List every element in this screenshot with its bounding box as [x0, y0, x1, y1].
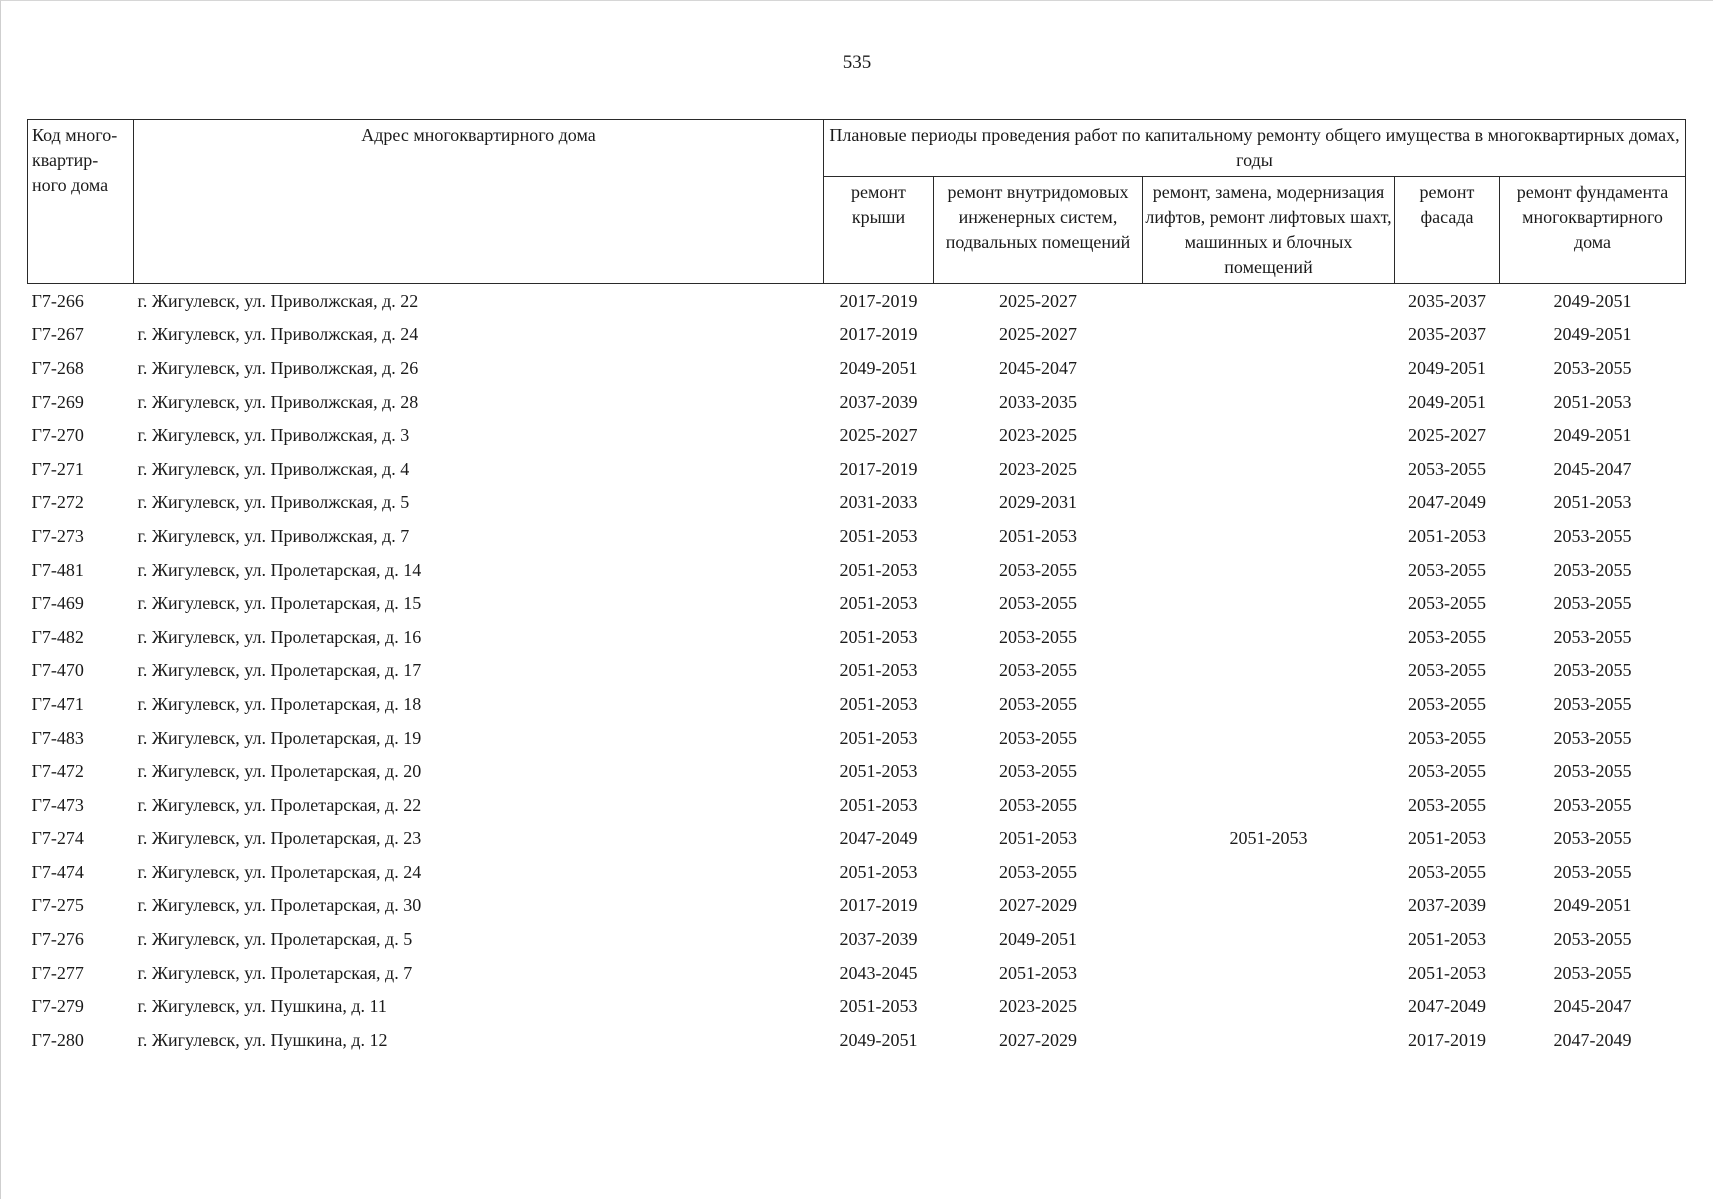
roof-period-cell: 2051-2053 — [839, 861, 918, 882]
foundation-period-cell: 2053-2055 — [1553, 962, 1632, 983]
table-row — [28, 620, 1686, 654]
facade-period-cell: 2047-2049 — [1408, 492, 1486, 513]
foundation-period-cell: 2053-2055 — [1553, 357, 1632, 378]
house-code-cell: Г7-474 — [31, 861, 84, 882]
systems-period-cell: 2051-2053 — [999, 525, 1077, 546]
elevators-period-cell — [1143, 654, 1395, 688]
address-cell: г. Жигулевск, ул. Пролетарская, д. 17 — [137, 660, 422, 681]
elevators-period-cell: 2051-2053 — [1229, 828, 1308, 849]
table-row — [28, 989, 1686, 1023]
address-cell: г. Жигулевск, ул. Пролетарская, д. 30 — [137, 895, 422, 916]
systems-period-cell: 2053-2055 — [999, 861, 1077, 882]
facade-period-cell: 2017-2019 — [1408, 1029, 1486, 1050]
house-code-cell: Г7-266 — [31, 290, 84, 311]
table-row — [28, 654, 1686, 688]
table-body — [28, 284, 1686, 1057]
systems-period-cell: 2033-2035 — [999, 391, 1077, 412]
roof-period-cell: 2049-2051 — [839, 1029, 918, 1050]
address-cell: г. Жигулевск, ул. Приволжская, д. 3 — [137, 425, 410, 446]
systems-period-cell: 2053-2055 — [999, 693, 1077, 714]
systems-period-cell: 2053-2055 — [999, 660, 1077, 681]
address-cell: г. Жигулевск, ул. Пролетарская, д. 18 — [137, 693, 422, 714]
systems-period-cell: 2049-2051 — [999, 929, 1077, 950]
systems-period-cell: 2053-2055 — [999, 593, 1077, 614]
house-code-cell: Г7-269 — [31, 391, 84, 412]
facade-period-cell: 2035-2037 — [1408, 324, 1486, 345]
elevators-period-cell — [1143, 385, 1395, 419]
house-code-cell: Г7-470 — [31, 660, 84, 681]
facade-period-cell: 2049-2051 — [1408, 391, 1486, 412]
systems-period-cell: 2029-2031 — [999, 492, 1077, 513]
systems-period-cell: 2023-2025 — [999, 458, 1077, 479]
header-facade: ремонт фасада — [1395, 177, 1500, 284]
foundation-period-cell: 2053-2055 — [1553, 693, 1632, 714]
facade-period-cell: 2053-2055 — [1408, 593, 1486, 614]
address-cell: г. Жигулевск, ул. Пролетарская, д. 24 — [137, 861, 422, 882]
elevators-period-cell — [1143, 1023, 1395, 1057]
roof-period-cell: 2025-2027 — [839, 425, 918, 446]
foundation-period-cell: 2053-2055 — [1553, 626, 1632, 647]
facade-period-cell: 2053-2055 — [1408, 458, 1486, 479]
table-row — [28, 889, 1686, 923]
roof-period-cell: 2051-2053 — [839, 794, 918, 815]
table-row — [28, 687, 1686, 721]
elevators-period-cell — [1143, 284, 1395, 318]
foundation-period-cell: 2049-2051 — [1553, 324, 1632, 345]
systems-period-cell: 2053-2055 — [999, 794, 1077, 815]
systems-period-cell: 2027-2029 — [999, 1029, 1077, 1050]
foundation-period-cell: 2051-2053 — [1553, 391, 1632, 412]
foundation-period-cell: 2047-2049 — [1553, 1029, 1632, 1050]
elevators-period-cell — [1143, 519, 1395, 553]
facade-period-cell: 2049-2051 — [1408, 357, 1486, 378]
systems-period-cell: 2023-2025 — [999, 996, 1077, 1017]
address-cell: г. Жигулевск, ул. Пролетарская, д. 16 — [137, 626, 422, 647]
foundation-period-cell: 2053-2055 — [1553, 929, 1632, 950]
roof-period-cell: 2051-2053 — [839, 693, 918, 714]
facade-period-cell: 2051-2053 — [1408, 929, 1486, 950]
facade-period-cell: 2053-2055 — [1408, 559, 1486, 580]
house-code-cell: Г7-483 — [31, 727, 84, 748]
roof-period-cell: 2051-2053 — [839, 626, 918, 647]
elevators-period-cell — [1143, 922, 1395, 956]
house-code-cell: Г7-481 — [31, 559, 84, 580]
systems-period-cell: 2053-2055 — [999, 626, 1077, 647]
house-code-cell: Г7-270 — [31, 425, 84, 446]
systems-period-cell: 2025-2027 — [999, 324, 1077, 345]
address-cell: г. Жигулевск, ул. Приволжская, д. 22 — [137, 290, 419, 311]
foundation-period-cell: 2053-2055 — [1553, 727, 1632, 748]
table-row — [28, 553, 1686, 587]
header-roof: ремонт крыши — [824, 177, 934, 284]
table-row — [28, 318, 1686, 352]
facade-period-cell: 2053-2055 — [1408, 693, 1486, 714]
roof-period-cell: 2017-2019 — [839, 290, 918, 311]
house-code-cell: Г7-280 — [31, 1029, 84, 1050]
table-header — [28, 120, 1686, 284]
page-number: 535 — [842, 52, 872, 73]
address-cell: г. Жигулевск, ул. Приволжская, д. 28 — [137, 391, 419, 412]
header-foundation: ремонт фундамента многоквартирного дома — [1500, 177, 1686, 284]
table-row — [28, 922, 1686, 956]
house-code-cell: Г7-272 — [31, 492, 84, 513]
address-cell: г. Жигулевск, ул. Приволжская, д. 4 — [137, 458, 410, 479]
foundation-period-cell: 2053-2055 — [1553, 559, 1632, 580]
elevators-period-cell — [1143, 721, 1395, 755]
elevators-period-cell — [1143, 553, 1395, 587]
systems-period-cell: 2053-2055 — [999, 727, 1077, 748]
house-code-cell: Г7-277 — [31, 962, 84, 983]
house-code-cell: Г7-275 — [31, 895, 84, 916]
address-cell: г. Жигулевск, ул. Пролетарская, д. 23 — [137, 828, 422, 849]
facade-period-cell: 2053-2055 — [1408, 794, 1486, 815]
elevators-period-cell — [1143, 754, 1395, 788]
systems-period-cell: 2023-2025 — [999, 425, 1077, 446]
house-code-cell: Г7-482 — [31, 626, 84, 647]
foundation-period-cell: 2051-2053 — [1553, 492, 1632, 513]
roof-period-cell: 2051-2053 — [839, 559, 918, 580]
facade-period-cell: 2035-2037 — [1408, 290, 1486, 311]
elevators-period-cell — [1143, 586, 1395, 620]
roof-period-cell: 2017-2019 — [839, 895, 918, 916]
table-row — [28, 586, 1686, 620]
roof-period-cell: 2047-2049 — [839, 828, 918, 849]
roof-period-cell: 2051-2053 — [839, 660, 918, 681]
address-cell: г. Жигулевск, ул. Пролетарская, д. 7 — [137, 962, 413, 983]
table-row — [28, 351, 1686, 385]
house-code-cell: Г7-267 — [31, 324, 84, 345]
facade-period-cell: 2053-2055 — [1408, 626, 1486, 647]
facade-period-cell: 2051-2053 — [1408, 525, 1486, 546]
systems-period-cell: 2051-2053 — [999, 828, 1077, 849]
house-code-cell: Г7-279 — [31, 996, 84, 1017]
roof-period-cell: 2017-2019 — [839, 324, 918, 345]
foundation-period-cell: 2053-2055 — [1553, 761, 1632, 782]
foundation-period-cell: 2049-2051 — [1553, 895, 1632, 916]
facade-period-cell: 2053-2055 — [1408, 727, 1486, 748]
header-systems: ремонт внутридомовых инженерных систем, подвальных помещений — [934, 177, 1143, 284]
address-cell: г. Жигулевск, ул. Приволжская, д. 26 — [137, 357, 419, 378]
table-row — [28, 1023, 1686, 1057]
address-cell: г. Жигулевск, ул. Пролетарская, д. 5 — [137, 929, 413, 950]
table-row — [28, 822, 1686, 856]
facade-period-cell: 2025-2027 — [1408, 425, 1486, 446]
table-row — [28, 418, 1686, 452]
facade-period-cell: 2053-2055 — [1408, 861, 1486, 882]
house-code-cell: Г7-473 — [31, 794, 84, 815]
address-cell: г. Жигулевск, ул. Пролетарская, д. 22 — [137, 794, 422, 815]
roof-period-cell: 2037-2039 — [839, 391, 918, 412]
elevators-period-cell — [1143, 452, 1395, 486]
table-row — [28, 956, 1686, 990]
roof-period-cell: 2051-2053 — [839, 525, 918, 546]
roof-period-cell: 2049-2051 — [839, 357, 918, 378]
address-cell: г. Жигулевск, ул. Пушкина, д. 12 — [137, 1029, 388, 1050]
roof-period-cell: 2043-2045 — [839, 962, 918, 983]
table-row — [28, 486, 1686, 520]
table-row — [28, 788, 1686, 822]
facade-period-cell: 2047-2049 — [1408, 996, 1486, 1017]
foundation-period-cell: 2053-2055 — [1553, 593, 1632, 614]
address-cell: г. Жигулевск, ул. Пролетарская, д. 20 — [137, 761, 422, 782]
house-code-cell: Г7-471 — [31, 693, 84, 714]
facade-period-cell: 2051-2053 — [1408, 962, 1486, 983]
elevators-period-cell — [1143, 788, 1395, 822]
header-address: Адрес многоквартирного дома — [134, 120, 824, 284]
house-code-cell: Г7-271 — [31, 458, 84, 479]
address-cell: г. Жигулевск, ул. Приволжская, д. 5 — [137, 492, 410, 513]
elevators-period-cell — [1143, 956, 1395, 990]
capital-repair-table — [27, 119, 1686, 1057]
address-cell: г. Жигулевск, ул. Приволжская, д. 7 — [137, 525, 410, 546]
roof-period-cell: 2051-2053 — [839, 996, 918, 1017]
foundation-period-cell: 2053-2055 — [1553, 660, 1632, 681]
facade-period-cell: 2053-2055 — [1408, 660, 1486, 681]
table-row — [28, 721, 1686, 755]
address-cell: г. Жигулевск, ул. Приволжская, д. 24 — [137, 324, 419, 345]
roof-period-cell: 2051-2053 — [839, 593, 918, 614]
elevators-period-cell — [1143, 620, 1395, 654]
elevators-period-cell — [1143, 889, 1395, 923]
house-code-cell: Г7-268 — [31, 357, 84, 378]
systems-period-cell: 2045-2047 — [999, 357, 1077, 378]
table-row — [28, 519, 1686, 553]
roof-period-cell: 2031-2033 — [839, 492, 918, 513]
table-row — [28, 284, 1686, 318]
foundation-period-cell: 2053-2055 — [1553, 828, 1632, 849]
systems-period-cell: 2053-2055 — [999, 761, 1077, 782]
foundation-period-cell: 2053-2055 — [1553, 525, 1632, 546]
header-code: Код много- квартир- ного дома — [28, 120, 134, 284]
facade-period-cell: 2053-2055 — [1408, 761, 1486, 782]
address-cell: г. Жигулевск, ул. Пушкина, д. 11 — [137, 996, 387, 1017]
house-code-cell: Г7-273 — [31, 525, 84, 546]
foundation-period-cell: 2045-2047 — [1553, 996, 1632, 1017]
address-cell: г. Жигулевск, ул. Пролетарская, д. 14 — [137, 559, 422, 580]
header-periods-group: Плановые периоды проведения работ по капитальному ремонту общего имущества в многоквартирных домах, годы — [824, 120, 1686, 177]
facade-period-cell: 2037-2039 — [1408, 895, 1486, 916]
address-cell: г. Жигулевск, ул. Пролетарская, д. 19 — [137, 727, 422, 748]
table-row — [28, 385, 1686, 419]
elevators-period-cell — [1143, 989, 1395, 1023]
roof-period-cell: 2051-2053 — [839, 761, 918, 782]
foundation-period-cell: 2049-2051 — [1553, 425, 1632, 446]
elevators-period-cell — [1143, 855, 1395, 889]
systems-period-cell: 2051-2053 — [999, 962, 1077, 983]
house-code-cell: Г7-274 — [31, 828, 84, 849]
table-row — [28, 452, 1686, 486]
foundation-period-cell: 2053-2055 — [1553, 861, 1632, 882]
facade-period-cell: 2051-2053 — [1408, 828, 1486, 849]
header-elevators: ремонт, замена, модернизация лифтов, ремонт лифтовых шахт, машинных и блочных помещений — [1143, 177, 1395, 284]
roof-period-cell: 2051-2053 — [839, 727, 918, 748]
systems-period-cell: 2025-2027 — [999, 290, 1077, 311]
elevators-period-cell — [1143, 687, 1395, 721]
address-cell: г. Жигулевск, ул. Пролетарская, д. 15 — [137, 593, 422, 614]
elevators-period-cell — [1143, 351, 1395, 385]
systems-period-cell: 2053-2055 — [999, 559, 1077, 580]
foundation-period-cell: 2045-2047 — [1553, 458, 1632, 479]
elevators-period-cell — [1143, 486, 1395, 520]
foundation-period-cell: 2049-2051 — [1553, 290, 1632, 311]
roof-period-cell: 2017-2019 — [839, 458, 918, 479]
foundation-period-cell: 2053-2055 — [1553, 794, 1632, 815]
house-code-cell: Г7-469 — [31, 593, 84, 614]
house-code-cell: Г7-472 — [31, 761, 84, 782]
elevators-period-cell — [1143, 318, 1395, 352]
house-code-cell: Г7-276 — [31, 929, 84, 950]
elevators-period-cell — [1143, 418, 1395, 452]
table-row — [28, 754, 1686, 788]
table-row — [28, 855, 1686, 889]
roof-period-cell: 2037-2039 — [839, 929, 918, 950]
systems-period-cell: 2027-2029 — [999, 895, 1077, 916]
